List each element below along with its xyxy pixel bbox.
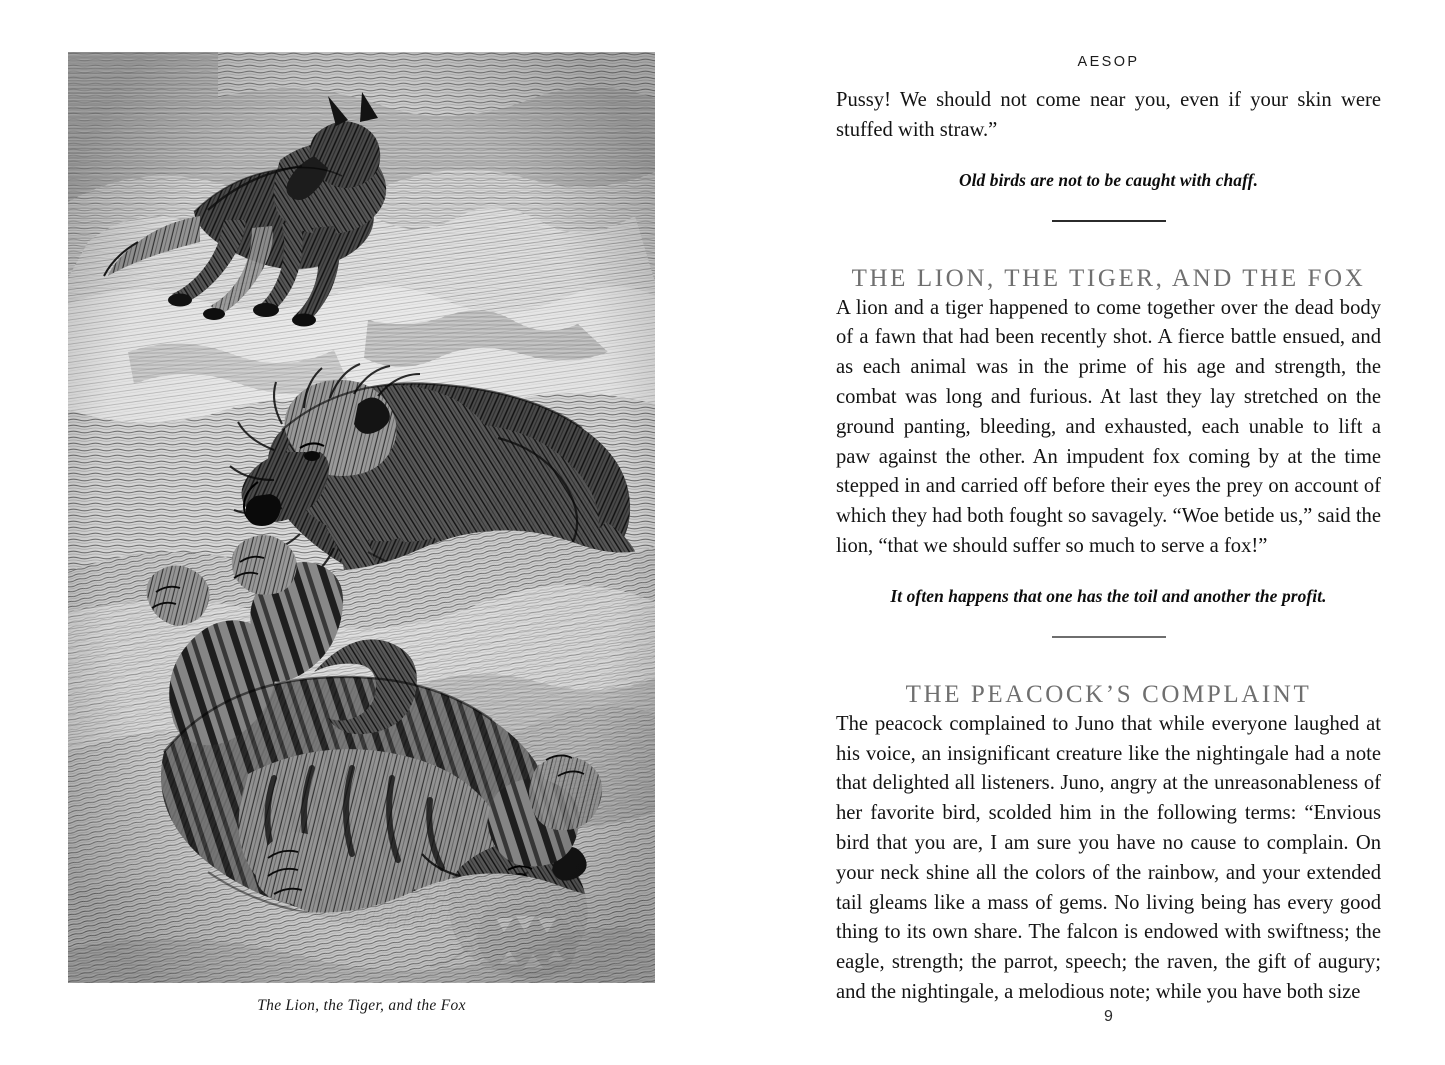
running-head: AESOP xyxy=(1077,54,1140,70)
plate-caption: The Lion, the Tiger, and the Fox xyxy=(257,997,466,1014)
section-divider-2 xyxy=(836,634,1381,638)
right-page xyxy=(722,0,1445,1065)
lion-tiger-fox-engraving xyxy=(68,52,655,983)
moral-toil-profit: It often happens that one has the toil and another the profit. xyxy=(890,585,1327,606)
divider-rule xyxy=(1052,220,1166,222)
fable-title-peacocks-complaint: THE PEACOCK’S COMPLAINT xyxy=(905,680,1312,708)
fable-body-peacocks-complaint: The peacock complained to Juno that while everyone laughed at his voice, an insignificant creature like the nightingale had a note that delighted all listeners. Juno, angry at the unreasonableness of her favorite bird, scolded him in the following terms: “Envious bird that you are, I am sure you have no cause to complain. On your neck shine all the colors of the rainbow, and your extended tail gleams like a mass of gems. No living being has every good thing to its own share. The falcon is endowed with swiftness; the eagle, strength; the parrot, speech; the raven, the gift of augury; and the nightingale, a melodious note; while you have both size xyxy=(836,712,1381,1003)
fable-body-lion-tiger-fox: A lion and a tiger happened to come together over the dead body of a fawn that had been recently shot. A fierce battle ensued, and as each animal was in the prime of his age and strength, the combat was long and furious. At last they lay stretched on the ground panting, bleeding, and exhausted, each unable to lift a paw against the other. An impudent fox coming by at the time stepped in and carried off before their eyes the prey on account of which they had both fought so savagely. “Woe betide us,” said the lion, “that we should suffer so much to serve a fox!” xyxy=(836,296,1381,557)
page-number: 9 xyxy=(1104,1008,1113,1025)
divider-rule xyxy=(1052,636,1166,638)
section-divider-1 xyxy=(836,218,1381,222)
continued-paragraph: Pussy! We should not come near you, even if your skin were stuffed with straw.” xyxy=(836,89,1381,141)
fable-title-lion-tiger-fox: THE LION, THE TIGER, AND THE FOX xyxy=(851,264,1366,292)
text-column xyxy=(836,86,1381,1008)
left-page xyxy=(0,0,722,1065)
moral-old-birds: Old birds are not to be caught with chaff. xyxy=(958,169,1259,190)
